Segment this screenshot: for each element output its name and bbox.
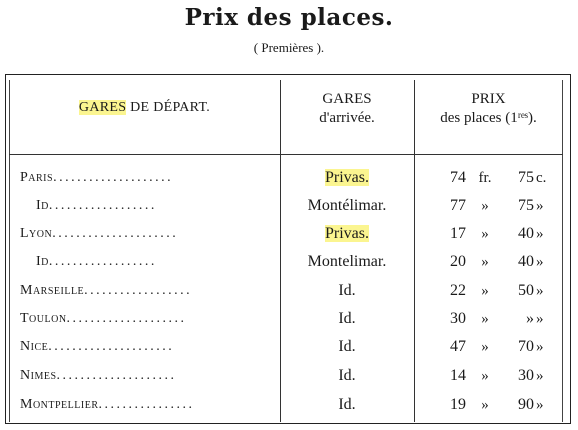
arrival-station: Montélimar.	[307, 197, 387, 214]
price-unit-francs: »	[481, 339, 489, 355]
price-centimes: 75	[518, 169, 534, 186]
header-divider	[9, 154, 563, 155]
departure-station: Id..................	[36, 198, 157, 213]
price-unit-centimes: »	[536, 283, 544, 299]
price-francs: 74	[450, 169, 466, 186]
departure-station: Id..................	[36, 254, 157, 269]
table-row	[0, 277, 578, 305]
price-unit-centimes: »	[536, 311, 544, 327]
price-centimes: 70	[518, 338, 534, 355]
price-unit-francs: fr.	[478, 170, 492, 186]
price-unit-centimes: »	[536, 339, 544, 355]
price-unit-centimes: »	[536, 254, 544, 270]
arrival-station: Montelimar.	[307, 253, 387, 270]
arrival-station: Id.	[338, 310, 356, 327]
table-row	[0, 164, 578, 192]
price-unit-francs: »	[481, 397, 489, 413]
departure-station: Marseille..................	[20, 283, 193, 298]
price-unit-francs: »	[481, 198, 489, 214]
departure-station: Paris....................	[20, 170, 174, 185]
price-unit-centimes: »	[536, 397, 544, 413]
price-centimes: 30	[518, 367, 534, 384]
price-centimes: 90	[518, 396, 534, 413]
price-centimes: 40	[518, 253, 534, 270]
price-francs: 20	[450, 253, 466, 270]
price-francs: 22	[450, 282, 466, 299]
header-gares-arrivee: GARES d'arrivée.	[319, 91, 375, 126]
header-gares-depart: GARES DE DÉPART.	[78, 100, 211, 115]
price-centimes: »	[526, 310, 534, 327]
price-unit-francs: »	[481, 368, 489, 384]
price-francs: 77	[450, 197, 466, 214]
price-francs: 17	[450, 225, 466, 242]
arrival-station: Privas.	[325, 169, 369, 186]
table-row	[0, 248, 578, 276]
table-row	[0, 305, 578, 333]
price-francs: 47	[450, 338, 466, 355]
page-title: Prix des places.	[184, 4, 394, 31]
price-unit-francs: »	[481, 283, 489, 299]
table-row	[0, 220, 578, 248]
table-row	[0, 391, 578, 419]
arrival-station: Privas.	[325, 225, 369, 242]
price-unit-centimes: »	[536, 226, 544, 242]
departure-station: Nimes....................	[20, 368, 177, 383]
price-unit-francs: »	[481, 254, 489, 270]
price-unit-centimes: c.	[536, 170, 547, 186]
price-centimes: 40	[518, 225, 534, 242]
page-subtitle: ( Premières ).	[253, 40, 325, 55]
table-row	[0, 192, 578, 220]
arrival-station: Id.	[338, 367, 356, 384]
header-prix: PRIX des places (1ʳᵉˢ).	[440, 91, 537, 126]
departure-station: Lyon.....................	[20, 226, 179, 241]
arrival-station: Id.	[338, 338, 356, 355]
price-unit-centimes: »	[536, 198, 544, 214]
price-unit-francs: »	[481, 311, 489, 327]
price-francs: 30	[450, 310, 466, 327]
table-row	[0, 362, 578, 390]
price-centimes: 75	[518, 197, 534, 214]
departure-station: Toulon....................	[20, 311, 187, 326]
price-francs: 19	[450, 396, 466, 413]
arrival-station: Id.	[338, 282, 356, 299]
price-centimes: 50	[518, 282, 534, 299]
price-francs: 14	[450, 367, 466, 384]
price-unit-francs: »	[481, 226, 489, 242]
table-row	[0, 333, 578, 361]
departure-station: Nice.....................	[20, 339, 175, 354]
departure-station: Montpellier................	[20, 397, 195, 412]
header-highlight: GARES	[78, 100, 127, 115]
price-unit-centimes: »	[536, 368, 544, 384]
arrival-station: Id.	[338, 396, 356, 413]
